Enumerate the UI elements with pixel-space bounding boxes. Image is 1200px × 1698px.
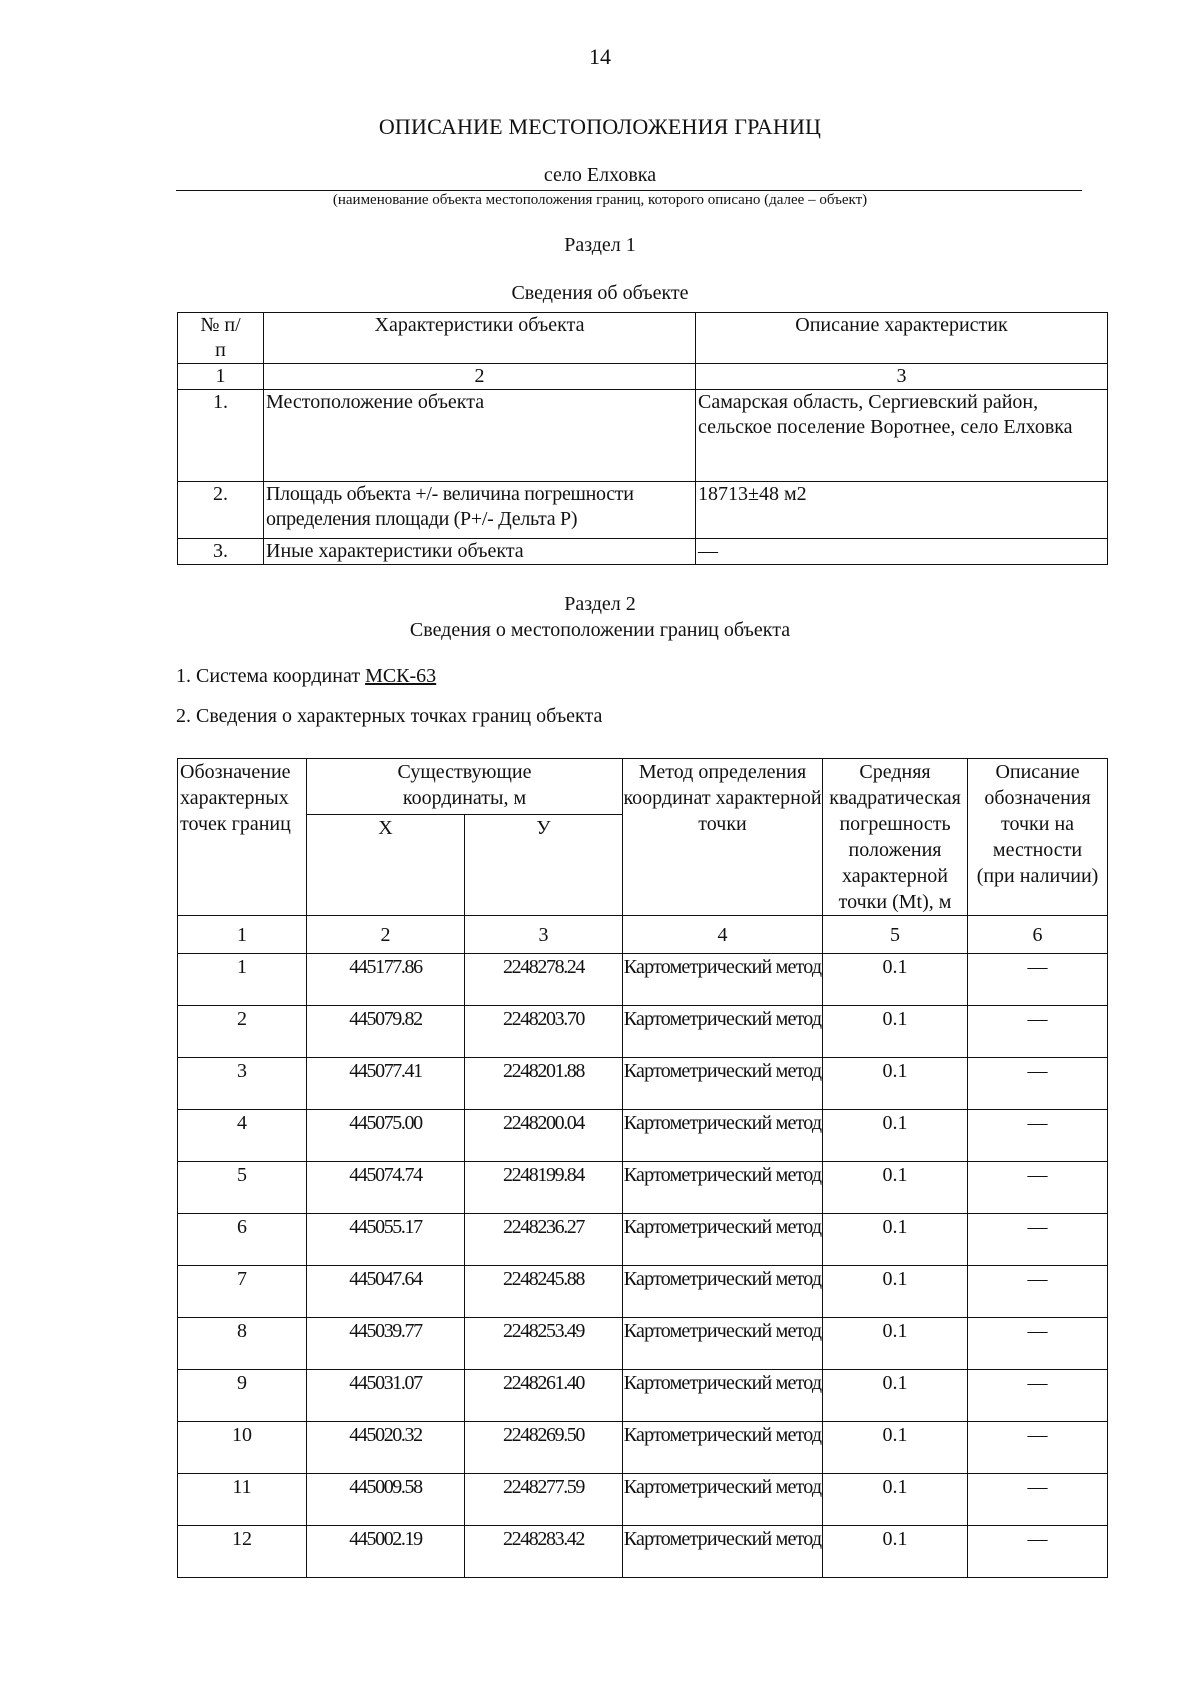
object-caption: (наименование объекта местоположения границ, которого описано (далее – объект) [332, 192, 868, 208]
point-x: 445077.41 [307, 1058, 465, 1110]
point-accuracy: 0.1 [823, 1058, 968, 1110]
point-accuracy: 0.1 [823, 1318, 968, 1370]
row-number: 1. [178, 390, 264, 482]
row-value: 18713±48 м2 [696, 482, 1108, 539]
points-heading: 2. Сведения о характерных точках границ объекта [176, 705, 603, 727]
header-characteristics: Характеристики объекта [264, 313, 696, 364]
point-accuracy: 0.1 [823, 1006, 968, 1058]
table-row [178, 1214, 1108, 1266]
point-description: — [968, 1318, 1108, 1370]
point-description: — [968, 1058, 1108, 1110]
point-description: — [968, 1474, 1108, 1526]
table-row [178, 1266, 1108, 1318]
point-method: Картометрический метод [623, 954, 823, 1006]
coordinate-system [176, 665, 436, 688]
table-row [178, 1526, 1108, 1578]
col-number: 2 [264, 364, 696, 390]
header-method: Метод определения координат характерной точки [623, 759, 823, 916]
header-x: X [307, 815, 465, 916]
point-method: Картометрический метод [623, 1318, 823, 1370]
point-id: 12 [178, 1526, 307, 1578]
col-number: 6 [968, 916, 1108, 954]
table-row [178, 390, 1108, 482]
row-value: — [696, 539, 1108, 565]
point-id: 3 [178, 1058, 307, 1110]
col-number: 2 [307, 916, 465, 954]
table-row [178, 1058, 1108, 1110]
object-name: село Елховка [543, 164, 657, 186]
table-row [178, 539, 1108, 565]
col-number: 3 [696, 364, 1108, 390]
point-y: 2248200.04 [465, 1110, 623, 1162]
table-row [178, 1110, 1108, 1162]
row-name: Иные характеристики объекта [264, 539, 696, 565]
point-accuracy: 0.1 [823, 1162, 968, 1214]
point-accuracy: 0.1 [823, 1370, 968, 1422]
section1-subheading: Сведения об объекте [511, 282, 689, 304]
point-y: 2248269.50 [465, 1422, 623, 1474]
col-number: 5 [823, 916, 968, 954]
table-row [178, 1162, 1108, 1214]
point-y: 2248278.24 [465, 954, 623, 1006]
col-number: 1 [178, 916, 307, 954]
table-row [178, 1318, 1108, 1370]
point-method: Картометрический метод [623, 1214, 823, 1266]
point-x: 445020.32 [307, 1422, 465, 1474]
point-x: 445009.58 [307, 1474, 465, 1526]
point-method: Картометрический метод [623, 1058, 823, 1110]
header-accuracy: Средняя квадратическая погрешность положения характерной точки (Mt), м [823, 759, 968, 916]
point-accuracy: 0.1 [823, 1422, 968, 1474]
point-y: 2248277.59 [465, 1474, 623, 1526]
point-x: 445002.19 [307, 1526, 465, 1578]
point-description: — [968, 1214, 1108, 1266]
object-table-header [178, 313, 1108, 364]
point-id: 11 [178, 1474, 307, 1526]
coordinate-system-value: МСК-63 [365, 665, 437, 687]
header-point: Обозначение характерных точек границ [178, 759, 307, 916]
point-method: Картометрический метод [623, 1474, 823, 1526]
page-number: 14 [589, 44, 611, 69]
point-description: — [968, 954, 1108, 1006]
point-x: 445047.64 [307, 1266, 465, 1318]
row-name: Местоположение объекта [264, 390, 696, 482]
table-row [178, 1006, 1108, 1058]
point-method: Картометрический метод [623, 1110, 823, 1162]
object-name-underline [176, 190, 1082, 191]
header-number: № п/п [178, 313, 264, 364]
page-title: ОПИСАНИЕ МЕСТОПОЛОЖЕНИЯ ГРАНИЦ [378, 114, 822, 139]
point-id: 2 [178, 1006, 307, 1058]
point-y: 2248201.88 [465, 1058, 623, 1110]
table-row [178, 1422, 1108, 1474]
point-y: 2248283.42 [465, 1526, 623, 1578]
point-y: 2248245.88 [465, 1266, 623, 1318]
point-id: 4 [178, 1110, 307, 1162]
section2-subheading: Сведения о местоположении границ объекта [409, 619, 791, 641]
point-y: 2248203.70 [465, 1006, 623, 1058]
section2-heading: Раздел 2 [564, 593, 636, 615]
points-table-body [178, 954, 1108, 1578]
object-info-table [177, 312, 1108, 565]
point-id: 10 [178, 1422, 307, 1474]
point-x: 445079.82 [307, 1006, 465, 1058]
point-description: — [968, 1006, 1108, 1058]
point-y: 2248261.40 [465, 1370, 623, 1422]
point-y: 2248199.84 [465, 1162, 623, 1214]
table-row [178, 954, 1108, 1006]
col-number: 3 [465, 916, 623, 954]
point-method: Картометрический метод [623, 1162, 823, 1214]
points-table-colnums [178, 916, 1108, 954]
point-description: — [968, 1526, 1108, 1578]
point-id: 9 [178, 1370, 307, 1422]
point-description: — [968, 1370, 1108, 1422]
point-x: 445031.07 [307, 1370, 465, 1422]
point-method: Картометрический метод [623, 1266, 823, 1318]
section1-heading: Раздел 1 [564, 234, 636, 256]
coordinate-system-label: 1. Система координат [176, 665, 361, 687]
point-id: 7 [178, 1266, 307, 1318]
point-y: 2248236.27 [465, 1214, 623, 1266]
header-description: Описание характеристик [696, 313, 1108, 364]
point-description: — [968, 1162, 1108, 1214]
table-row [178, 1474, 1108, 1526]
table-row [178, 1370, 1108, 1422]
boundary-points-table [177, 758, 1108, 1578]
point-id: 8 [178, 1318, 307, 1370]
point-accuracy: 0.1 [823, 954, 968, 1006]
point-method: Картометрический метод [623, 1006, 823, 1058]
points-table-header-top [178, 759, 1108, 815]
row-number: 2. [178, 482, 264, 539]
object-table-colnums [178, 364, 1108, 390]
point-y: 2248253.49 [465, 1318, 623, 1370]
table-row [178, 482, 1108, 539]
point-x: 445074.74 [307, 1162, 465, 1214]
point-description: — [968, 1266, 1108, 1318]
header-y: У [465, 815, 623, 916]
col-number: 1 [178, 364, 264, 390]
point-id: 5 [178, 1162, 307, 1214]
point-x: 445039.77 [307, 1318, 465, 1370]
point-accuracy: 0.1 [823, 1266, 968, 1318]
point-method: Картометрический метод [623, 1526, 823, 1578]
point-method: Картометрический метод [623, 1422, 823, 1474]
point-x: 445075.00 [307, 1110, 465, 1162]
col-number: 4 [623, 916, 823, 954]
point-accuracy: 0.1 [823, 1110, 968, 1162]
point-id: 1 [178, 954, 307, 1006]
point-id: 6 [178, 1214, 307, 1266]
header-coords: Существующие координаты, м [307, 759, 623, 815]
row-name: Площадь объекта +/- величина погрешности определения площади (Р+/- Дельта Р) [264, 482, 696, 539]
point-description: — [968, 1422, 1108, 1474]
row-value: Самарская область, Сергиевский район, сельское поселение Воротнее, село Елховка [696, 390, 1108, 482]
point-accuracy: 0.1 [823, 1526, 968, 1578]
point-x: 445177.86 [307, 954, 465, 1006]
point-method: Картометрический метод [623, 1370, 823, 1422]
point-x: 445055.17 [307, 1214, 465, 1266]
point-description: — [968, 1110, 1108, 1162]
point-accuracy: 0.1 [823, 1474, 968, 1526]
row-number: 3. [178, 539, 264, 565]
point-accuracy: 0.1 [823, 1214, 968, 1266]
header-description: Описание обозначения точки на местности (при наличии) [968, 759, 1108, 916]
